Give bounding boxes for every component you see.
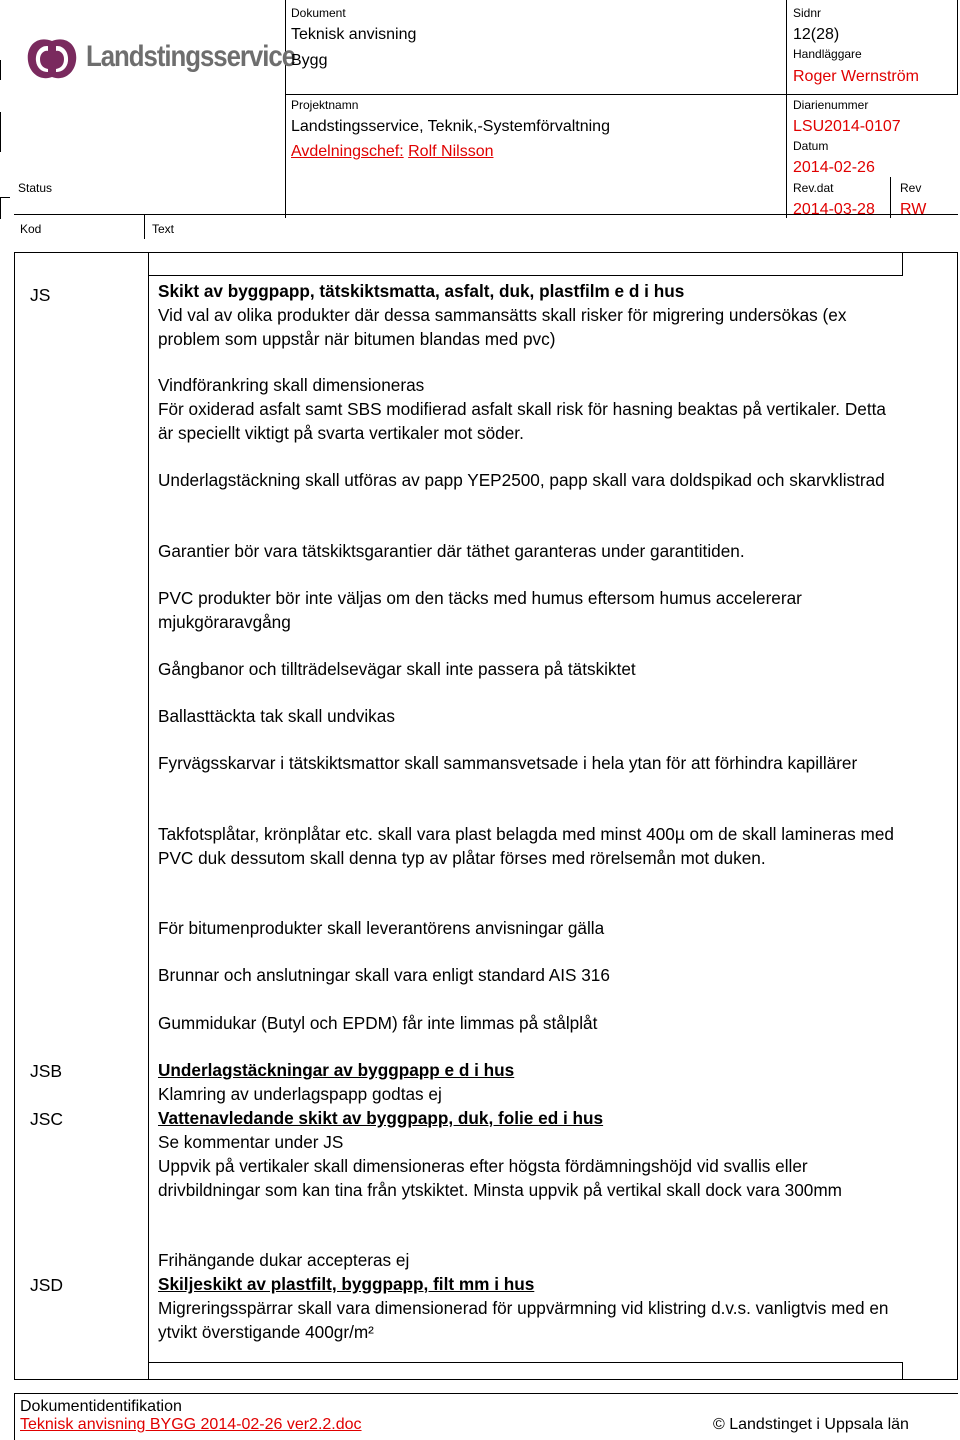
rev-label: Rev: [900, 181, 922, 195]
js-paragraph-12: Gummidukar (Butyl och EPDM) får inte limmas på stålplåt: [158, 1013, 598, 1033]
js-paragraph-8: Fyrvägsskarvar i tätskiktsmattor skall sammansvetsade i hela ytan för att förhindra kapillärer: [158, 753, 858, 773]
date-value: 2014-02-26: [793, 159, 875, 176]
diary-number: LSU2014-0107: [793, 118, 901, 135]
rev-value: RW: [900, 201, 927, 218]
section-code-jsc: JSC: [30, 1109, 64, 1129]
chief-role: Avdelningschef:: [291, 143, 404, 160]
text-label: Text: [152, 222, 175, 236]
js-paragraph-4: Garantier bör vara tätskiktsgarantier där täthet garanteras under garantitiden.: [158, 541, 745, 561]
js-paragraph-10: För bitumenprodukter skall leverantörens anvisningar gälla: [158, 918, 605, 938]
handler-label: Handläggare: [793, 47, 862, 61]
project-label: Projektnamn: [291, 98, 359, 112]
department-chief: [291, 142, 493, 162]
jsc-paragraph-3: Frihängande dukar accepteras ej: [158, 1250, 410, 1270]
section-code-js: JS: [30, 285, 51, 305]
logo-text: Landstingsservice: [86, 40, 296, 73]
logo-emblem-icon: [26, 37, 78, 83]
docid-label: Dokumentidentifikation: [20, 1398, 182, 1415]
jsc-paragraph-1: Se kommentar under JS: [158, 1132, 344, 1152]
jsb-paragraph-1: Klamring av underlagspapp godtas ej: [158, 1084, 442, 1104]
section-code-jsd: JSD: [30, 1275, 64, 1295]
revdate-value: 2014-03-28: [793, 201, 875, 218]
js-paragraph-9: Takfotsplåtar, krönplåtar etc. skall vara plast belagda med minst 400µ om de skall lamineras med PVC duk dessutom skall denna typ av plåtar förses med rörelsemån mot duken.: [158, 824, 894, 868]
document-title: Teknisk anvisning: [291, 26, 417, 43]
kod-label: Kod: [20, 222, 42, 236]
js-paragraph-1: Vid val av olika produkter där dessa sammansätts skall risker för migrering undersökas (ex problem som uppstår när bitumen blandas med pvc): [158, 305, 847, 349]
js-paragraph-3: Underlagstäckning skall utföras av papp YEP2500, papp skall vara doldspikad och skarvklistrad: [158, 470, 885, 490]
project-name: Landstingsservice, Teknik,-Systemförvaltning: [291, 118, 610, 135]
jsd-paragraph-1: Migreringsspärrar skall vara dimensionerad för uppvärmning vid klistring d.v.s. vanligtvis med en ytvikt överstigande 400gr/m²: [158, 1298, 889, 1342]
js-paragraph-5: PVC produkter bör inte väljas om den täcks med humus eftersom humus accelererar mjukgöraravgång: [158, 588, 802, 632]
page-number: 12(28): [793, 26, 840, 43]
status-label: Status: [18, 181, 53, 195]
handler-name: Roger Wernström: [793, 68, 919, 85]
docid-value: Teknisk anvisning BYGG 2014-02-26 ver2.2.doc: [20, 1416, 362, 1433]
revdate-label: Rev.dat: [793, 181, 834, 195]
page-label: Sidnr: [793, 6, 822, 20]
js-paragraph-2b: För oxiderad asfalt samt SBS modifierad asfalt skall risk för hasning beaktas på vertikaler. Detta är speciellt viktigt på svarta vertikaler mot söder.: [158, 399, 886, 443]
copyright: © Landstinget i Uppsala län: [713, 1416, 909, 1433]
diary-label: Diarienummer: [793, 98, 869, 112]
chief-name: Rolf Nilsson: [408, 143, 494, 160]
section-heading-jsd: Skiljeskikt av plastfilt, byggpapp, filt mm i hus: [158, 1274, 535, 1294]
section-heading-jsc: Vattenavledande skikt av byggpapp, duk, folie ed i hus: [158, 1108, 604, 1128]
document-subtitle: Bygg: [291, 52, 328, 69]
date-label: Datum: [793, 139, 829, 153]
document-label: Dokument: [291, 6, 346, 20]
js-paragraph-2a: Vindförankring skall dimensioneras: [158, 375, 425, 395]
js-paragraph-6: Gångbanor och tillträdelsevägar skall inte passera på tätskiktet: [158, 659, 636, 679]
section-heading-jsb: Underlagstäckningar av byggpapp e d i hus: [158, 1060, 515, 1080]
js-paragraph-11: Brunnar och anslutningar skall vara enligt standard AIS 316: [158, 965, 610, 985]
section-heading-js: Skikt av byggpapp, tätskiktsmatta, asfalt, duk, plastfilm e d i hus: [158, 281, 685, 301]
js-paragraph-7: Ballasttäckta tak skall undvikas: [158, 706, 395, 726]
jsc-paragraph-2: Uppvik på vertikaler skall dimensioneras efter högsta fördämningshöjd vid svallis eller drivbildningar som kan tina från ytskiktet. Minsta uppvik på vertikal skall dock vara 300mm: [158, 1156, 842, 1200]
section-code-jsb: JSB: [30, 1061, 63, 1081]
